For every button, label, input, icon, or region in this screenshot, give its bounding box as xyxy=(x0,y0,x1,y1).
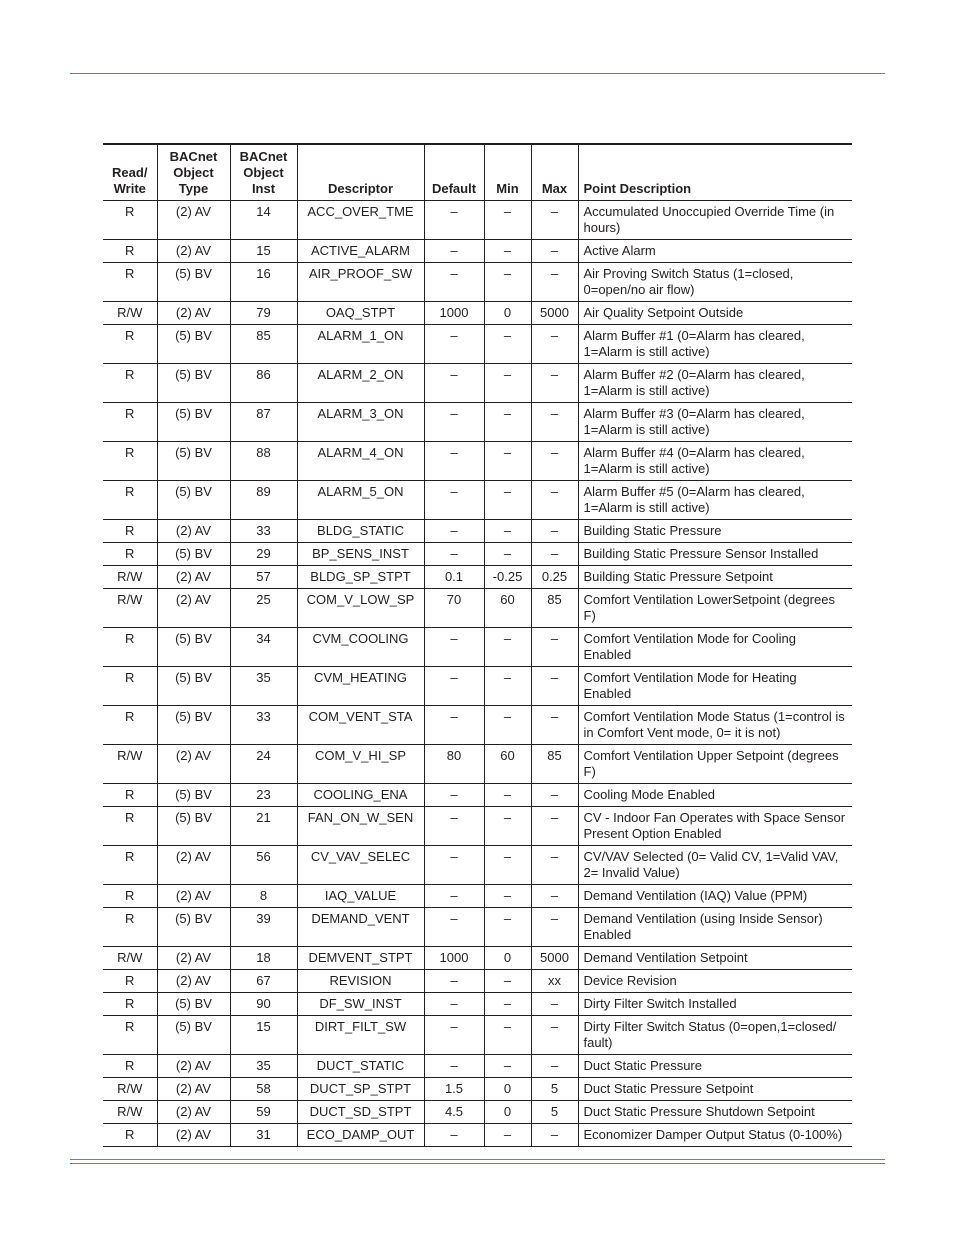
table-row xyxy=(103,993,852,1016)
cell-object-inst: 21 xyxy=(230,807,297,846)
cell-object-inst: 86 xyxy=(230,364,297,403)
table-row xyxy=(103,364,852,403)
cell-min: – xyxy=(484,442,531,481)
cell-point-description: Duct Static Pressure xyxy=(578,1055,852,1078)
cell-object-inst: 90 xyxy=(230,993,297,1016)
cell-point-description: Demand Ventilation (using Inside Sensor) Enabled xyxy=(578,908,852,947)
cell-max: – xyxy=(531,908,578,947)
cell-object-inst: 57 xyxy=(230,566,297,589)
cell-point-description: Comfort Ventilation Mode for Cooling Enabled xyxy=(578,628,852,667)
cell-object-inst: 23 xyxy=(230,784,297,807)
cell-default: – xyxy=(424,993,484,1016)
cell-point-description: Alarm Buffer #5 (0=Alarm has cleared, 1=Alarm is still active) xyxy=(578,481,852,520)
cell-point-description: Cooling Mode Enabled xyxy=(578,784,852,807)
cell-read-write: R xyxy=(125,888,135,903)
footer-rule xyxy=(70,1159,885,1164)
cell-min: – xyxy=(484,667,531,706)
header-object-type: BACnet Object Type xyxy=(157,144,230,201)
cell-read-write: R xyxy=(125,523,135,538)
cell-point-description: Demand Ventilation (IAQ) Value (PPM) xyxy=(578,885,852,908)
cell-object-type: (2) AV xyxy=(157,1101,230,1124)
cell-min: -0.25 xyxy=(484,566,531,589)
cell-max: – xyxy=(531,706,578,745)
cell-default: – xyxy=(424,1124,484,1147)
cell-min: 0 xyxy=(484,302,531,325)
cell-object-type: (5) BV xyxy=(157,263,230,302)
cell-max: – xyxy=(531,543,578,566)
table-row xyxy=(103,240,852,263)
cell-min: – xyxy=(484,403,531,442)
cell-descriptor: DUCT_SD_STPT xyxy=(297,1101,424,1124)
cell-default: 4.5 xyxy=(424,1101,484,1124)
cell-read-write: R xyxy=(125,445,135,460)
cell-descriptor: BP_SENS_INST xyxy=(297,543,424,566)
cell-max: – xyxy=(531,481,578,520)
header-object-inst: BACnet Object Inst xyxy=(230,144,297,201)
table-row xyxy=(103,302,852,325)
cell-object-type: (5) BV xyxy=(157,807,230,846)
cell-descriptor: DIRT_FILT_SW xyxy=(297,1016,424,1055)
cell-read-write: R xyxy=(125,1019,135,1034)
cell-object-type: (5) BV xyxy=(157,628,230,667)
header-point-description: Point Description xyxy=(578,144,852,201)
cell-read-write: R/W xyxy=(117,592,143,607)
cell-descriptor: COM_V_LOW_SP xyxy=(297,589,424,628)
cell-min: – xyxy=(484,628,531,667)
cell-min: – xyxy=(484,240,531,263)
cell-default: – xyxy=(424,706,484,745)
table-row xyxy=(103,970,852,993)
cell-max: – xyxy=(531,807,578,846)
cell-default: 70 xyxy=(424,589,484,628)
table-row xyxy=(103,807,852,846)
cell-default: – xyxy=(424,263,484,302)
table-row xyxy=(103,885,852,908)
cell-object-type: (2) AV xyxy=(157,1078,230,1101)
cell-read-write: R xyxy=(125,204,135,219)
cell-default: 1000 xyxy=(424,302,484,325)
cell-point-description: Device Revision xyxy=(578,970,852,993)
cell-point-description: Air Proving Switch Status (1=closed, 0=open/no air flow) xyxy=(578,263,852,302)
cell-point-description: Comfort Ventilation LowerSetpoint (degrees F) xyxy=(578,589,852,628)
cell-read-write: R xyxy=(125,367,135,382)
cell-object-type: (2) AV xyxy=(157,302,230,325)
cell-object-inst: 59 xyxy=(230,1101,297,1124)
table-row xyxy=(103,706,852,745)
cell-object-inst: 14 xyxy=(230,201,297,240)
cell-read-write: R xyxy=(125,1127,135,1142)
cell-default: – xyxy=(424,325,484,364)
cell-object-inst: 34 xyxy=(230,628,297,667)
cell-point-description: Alarm Buffer #4 (0=Alarm has cleared, 1=Alarm is still active) xyxy=(578,442,852,481)
cell-object-type: (5) BV xyxy=(157,908,230,947)
cell-min: – xyxy=(484,885,531,908)
cell-min: – xyxy=(484,481,531,520)
cell-point-description: CV - Indoor Fan Operates with Space Sensor Present Option Enabled xyxy=(578,807,852,846)
cell-object-type: (2) AV xyxy=(157,520,230,543)
cell-default: – xyxy=(424,201,484,240)
cell-default: 1000 xyxy=(424,947,484,970)
cell-descriptor: COM_VENT_STA xyxy=(297,706,424,745)
cell-max: 5 xyxy=(531,1078,578,1101)
cell-max: – xyxy=(531,403,578,442)
cell-point-description: Air Quality Setpoint Outside xyxy=(578,302,852,325)
cell-default: 0.1 xyxy=(424,566,484,589)
cell-object-type: (2) AV xyxy=(157,846,230,885)
cell-point-description: Comfort Ventilation Mode for Heating Enabled xyxy=(578,667,852,706)
cell-default: – xyxy=(424,885,484,908)
cell-min: 0 xyxy=(484,1101,531,1124)
cell-min: 0 xyxy=(484,947,531,970)
table-row xyxy=(103,566,852,589)
cell-max: – xyxy=(531,667,578,706)
cell-object-inst: 15 xyxy=(230,1016,297,1055)
cell-read-write: R xyxy=(125,911,135,926)
cell-point-description: CV/VAV Selected (0= Valid CV, 1=Valid VAV, 2= Invalid Value) xyxy=(578,846,852,885)
cell-point-description: Comfort Ventilation Upper Setpoint (degrees F) xyxy=(578,745,852,784)
cell-object-inst: 33 xyxy=(230,706,297,745)
cell-object-type: (5) BV xyxy=(157,442,230,481)
cell-descriptor: BLDG_SP_STPT xyxy=(297,566,424,589)
cell-object-type: (2) AV xyxy=(157,1124,230,1147)
cell-object-inst: 88 xyxy=(230,442,297,481)
cell-object-inst: 39 xyxy=(230,908,297,947)
header-rule xyxy=(70,73,885,74)
cell-read-write: R/W xyxy=(117,305,143,320)
cell-point-description: Alarm Buffer #2 (0=Alarm has cleared, 1=Alarm is still active) xyxy=(578,364,852,403)
cell-default: – xyxy=(424,908,484,947)
cell-descriptor: CV_VAV_SELEC xyxy=(297,846,424,885)
cell-point-description: Dirty Filter Switch Status (0=open,1=closed/ fault) xyxy=(578,1016,852,1055)
cell-object-inst: 31 xyxy=(230,1124,297,1147)
cell-point-description: Alarm Buffer #3 (0=Alarm has cleared, 1=Alarm is still active) xyxy=(578,403,852,442)
cell-object-type: (5) BV xyxy=(157,364,230,403)
cell-read-write: R xyxy=(125,973,135,988)
header-default: Default xyxy=(424,144,484,201)
cell-default: – xyxy=(424,1016,484,1055)
cell-min: – xyxy=(484,706,531,745)
cell-descriptor: IAQ_VALUE xyxy=(297,885,424,908)
table-row xyxy=(103,1016,852,1055)
cell-default: – xyxy=(424,520,484,543)
cell-object-type: (5) BV xyxy=(157,706,230,745)
cell-object-inst: 58 xyxy=(230,1078,297,1101)
cell-descriptor: COOLING_ENA xyxy=(297,784,424,807)
cell-object-type: (5) BV xyxy=(157,543,230,566)
cell-min: – xyxy=(484,784,531,807)
cell-min: 60 xyxy=(484,745,531,784)
cell-point-description: Duct Static Pressure Setpoint xyxy=(578,1078,852,1101)
cell-object-type: (5) BV xyxy=(157,403,230,442)
cell-max: – xyxy=(531,442,578,481)
cell-max: – xyxy=(531,1124,578,1147)
cell-descriptor: ALARM_4_ON xyxy=(297,442,424,481)
table-row xyxy=(103,403,852,442)
cell-descriptor: ALARM_5_ON xyxy=(297,481,424,520)
cell-point-description: Active Alarm xyxy=(578,240,852,263)
cell-descriptor: DUCT_SP_STPT xyxy=(297,1078,424,1101)
cell-object-type: (2) AV xyxy=(157,745,230,784)
cell-object-type: (2) AV xyxy=(157,589,230,628)
cell-object-type: (2) AV xyxy=(157,885,230,908)
cell-point-description: Comfort Ventilation Mode Status (1=control is in Comfort Vent mode, 0= it is not) xyxy=(578,706,852,745)
cell-min: – xyxy=(484,1124,531,1147)
cell-object-inst: 56 xyxy=(230,846,297,885)
cell-min: – xyxy=(484,970,531,993)
cell-descriptor: ACTIVE_ALARM xyxy=(297,240,424,263)
cell-point-description: Alarm Buffer #1 (0=Alarm has cleared, 1=Alarm is still active) xyxy=(578,325,852,364)
table-row xyxy=(103,201,852,240)
cell-descriptor: FAN_ON_W_SEN xyxy=(297,807,424,846)
cell-default: – xyxy=(424,543,484,566)
cell-descriptor: DEMAND_VENT xyxy=(297,908,424,947)
cell-read-write: R xyxy=(125,266,135,281)
cell-descriptor: ALARM_2_ON xyxy=(297,364,424,403)
cell-read-write: R xyxy=(125,328,135,343)
cell-read-write: R xyxy=(125,849,135,864)
cell-max: – xyxy=(531,784,578,807)
header-read-write: Read/ Write xyxy=(112,165,148,196)
cell-max: – xyxy=(531,240,578,263)
table-header xyxy=(103,144,852,201)
cell-min: – xyxy=(484,543,531,566)
cell-object-inst: 15 xyxy=(230,240,297,263)
cell-object-inst: 18 xyxy=(230,947,297,970)
cell-max: – xyxy=(531,325,578,364)
table-row xyxy=(103,543,852,566)
cell-min: – xyxy=(484,846,531,885)
cell-default: 1.5 xyxy=(424,1078,484,1101)
cell-object-inst: 8 xyxy=(230,885,297,908)
cell-object-type: (5) BV xyxy=(157,325,230,364)
cell-min: – xyxy=(484,908,531,947)
cell-default: – xyxy=(424,784,484,807)
cell-descriptor: DF_SW_INST xyxy=(297,993,424,1016)
cell-object-type: (5) BV xyxy=(157,1016,230,1055)
cell-read-write: R xyxy=(125,709,135,724)
cell-descriptor: CVM_COOLING xyxy=(297,628,424,667)
cell-descriptor: AIR_PROOF_SW xyxy=(297,263,424,302)
cell-descriptor: REVISION xyxy=(297,970,424,993)
table-row xyxy=(103,846,852,885)
cell-point-description: Accumulated Unoccupied Override Time (in hours) xyxy=(578,201,852,240)
cell-default: – xyxy=(424,970,484,993)
cell-min: – xyxy=(484,993,531,1016)
cell-object-type: (5) BV xyxy=(157,993,230,1016)
cell-point-description: Building Static Pressure xyxy=(578,520,852,543)
cell-read-write: R xyxy=(125,631,135,646)
table-body xyxy=(103,201,852,1147)
table-row xyxy=(103,263,852,302)
cell-object-inst: 33 xyxy=(230,520,297,543)
cell-min: – xyxy=(484,1016,531,1055)
cell-read-write: R/W xyxy=(117,950,143,965)
table-row xyxy=(103,1055,852,1078)
cell-default: – xyxy=(424,1055,484,1078)
cell-descriptor: ALARM_3_ON xyxy=(297,403,424,442)
cell-object-type: (5) BV xyxy=(157,784,230,807)
cell-max: 5 xyxy=(531,1101,578,1124)
cell-min: – xyxy=(484,520,531,543)
table-row xyxy=(103,745,852,784)
cell-max: – xyxy=(531,263,578,302)
cell-max: – xyxy=(531,993,578,1016)
cell-min: – xyxy=(484,263,531,302)
cell-read-write: R xyxy=(125,243,135,258)
header-min: Min xyxy=(484,144,531,201)
table-row xyxy=(103,1078,852,1101)
cell-min: – xyxy=(484,807,531,846)
table-row xyxy=(103,1124,852,1147)
cell-read-write: R xyxy=(125,996,135,1011)
cell-object-type: (2) AV xyxy=(157,566,230,589)
cell-default: – xyxy=(424,403,484,442)
cell-read-write: R xyxy=(125,484,135,499)
cell-max: – xyxy=(531,520,578,543)
cell-descriptor: ALARM_1_ON xyxy=(297,325,424,364)
table-row xyxy=(103,628,852,667)
cell-read-write: R xyxy=(125,787,135,802)
cell-descriptor: OAQ_STPT xyxy=(297,302,424,325)
table-row xyxy=(103,481,852,520)
cell-default: – xyxy=(424,364,484,403)
cell-read-write: R xyxy=(125,546,135,561)
cell-min: – xyxy=(484,364,531,403)
cell-max: 0.25 xyxy=(531,566,578,589)
cell-point-description: Demand Ventilation Setpoint xyxy=(578,947,852,970)
cell-read-write: R/W xyxy=(117,748,143,763)
header-max: Max xyxy=(531,144,578,201)
cell-max: 85 xyxy=(531,589,578,628)
cell-default: – xyxy=(424,628,484,667)
header-descriptor: Descriptor xyxy=(297,144,424,201)
table-row xyxy=(103,589,852,628)
cell-min: 60 xyxy=(484,589,531,628)
cell-max: – xyxy=(531,1016,578,1055)
cell-default: – xyxy=(424,807,484,846)
cell-object-inst: 35 xyxy=(230,1055,297,1078)
cell-object-inst: 24 xyxy=(230,745,297,784)
cell-min: 0 xyxy=(484,1078,531,1101)
cell-descriptor: DUCT_STATIC xyxy=(297,1055,424,1078)
cell-min: – xyxy=(484,201,531,240)
cell-default: 80 xyxy=(424,745,484,784)
cell-descriptor: ACC_OVER_TME xyxy=(297,201,424,240)
cell-descriptor: ECO_DAMP_OUT xyxy=(297,1124,424,1147)
cell-point-description: Duct Static Pressure Shutdown Setpoint xyxy=(578,1101,852,1124)
cell-read-write: R xyxy=(125,406,135,421)
cell-object-inst: 29 xyxy=(230,543,297,566)
cell-object-type: (5) BV xyxy=(157,667,230,706)
table-row xyxy=(103,947,852,970)
cell-read-write: R xyxy=(125,1058,135,1073)
cell-min: – xyxy=(484,1055,531,1078)
bacnet-points-table xyxy=(103,143,852,1147)
cell-object-inst: 25 xyxy=(230,589,297,628)
cell-read-write: R xyxy=(125,810,135,825)
cell-min: – xyxy=(484,325,531,364)
cell-object-type: (2) AV xyxy=(157,947,230,970)
cell-object-type: (2) AV xyxy=(157,201,230,240)
cell-read-write: R/W xyxy=(117,1104,143,1119)
cell-point-description: Dirty Filter Switch Installed xyxy=(578,993,852,1016)
cell-object-inst: 89 xyxy=(230,481,297,520)
cell-max: 85 xyxy=(531,745,578,784)
cell-descriptor: BLDG_STATIC xyxy=(297,520,424,543)
table-row xyxy=(103,442,852,481)
cell-descriptor: COM_V_HI_SP xyxy=(297,745,424,784)
cell-descriptor: CVM_HEATING xyxy=(297,667,424,706)
cell-object-inst: 67 xyxy=(230,970,297,993)
cell-read-write: R/W xyxy=(117,1081,143,1096)
cell-object-inst: 16 xyxy=(230,263,297,302)
cell-object-type: (5) BV xyxy=(157,481,230,520)
cell-point-description: Economizer Damper Output Status (0-100%) xyxy=(578,1124,852,1147)
cell-default: – xyxy=(424,481,484,520)
cell-max: – xyxy=(531,1055,578,1078)
cell-default: – xyxy=(424,667,484,706)
table-row xyxy=(103,1101,852,1124)
cell-point-description: Building Static Pressure Setpoint xyxy=(578,566,852,589)
table-row xyxy=(103,667,852,706)
cell-object-type: (2) AV xyxy=(157,970,230,993)
cell-max: – xyxy=(531,628,578,667)
cell-object-inst: 35 xyxy=(230,667,297,706)
cell-read-write: R xyxy=(125,670,135,685)
table-row xyxy=(103,784,852,807)
cell-max: – xyxy=(531,885,578,908)
table-row xyxy=(103,520,852,543)
cell-default: – xyxy=(424,442,484,481)
cell-max: – xyxy=(531,201,578,240)
cell-max: 5000 xyxy=(531,302,578,325)
cell-read-write: R/W xyxy=(117,569,143,584)
cell-point-description: Building Static Pressure Sensor Installed xyxy=(578,543,852,566)
cell-max: – xyxy=(531,846,578,885)
cell-object-inst: 85 xyxy=(230,325,297,364)
cell-max: 5000 xyxy=(531,947,578,970)
cell-max: xx xyxy=(531,970,578,993)
cell-object-type: (2) AV xyxy=(157,240,230,263)
cell-object-inst: 87 xyxy=(230,403,297,442)
cell-object-inst: 79 xyxy=(230,302,297,325)
cell-default: – xyxy=(424,846,484,885)
cell-descriptor: DEMVENT_STPT xyxy=(297,947,424,970)
table-row xyxy=(103,908,852,947)
cell-default: – xyxy=(424,240,484,263)
cell-object-type: (2) AV xyxy=(157,1055,230,1078)
table-row xyxy=(103,325,852,364)
cell-max: – xyxy=(531,364,578,403)
